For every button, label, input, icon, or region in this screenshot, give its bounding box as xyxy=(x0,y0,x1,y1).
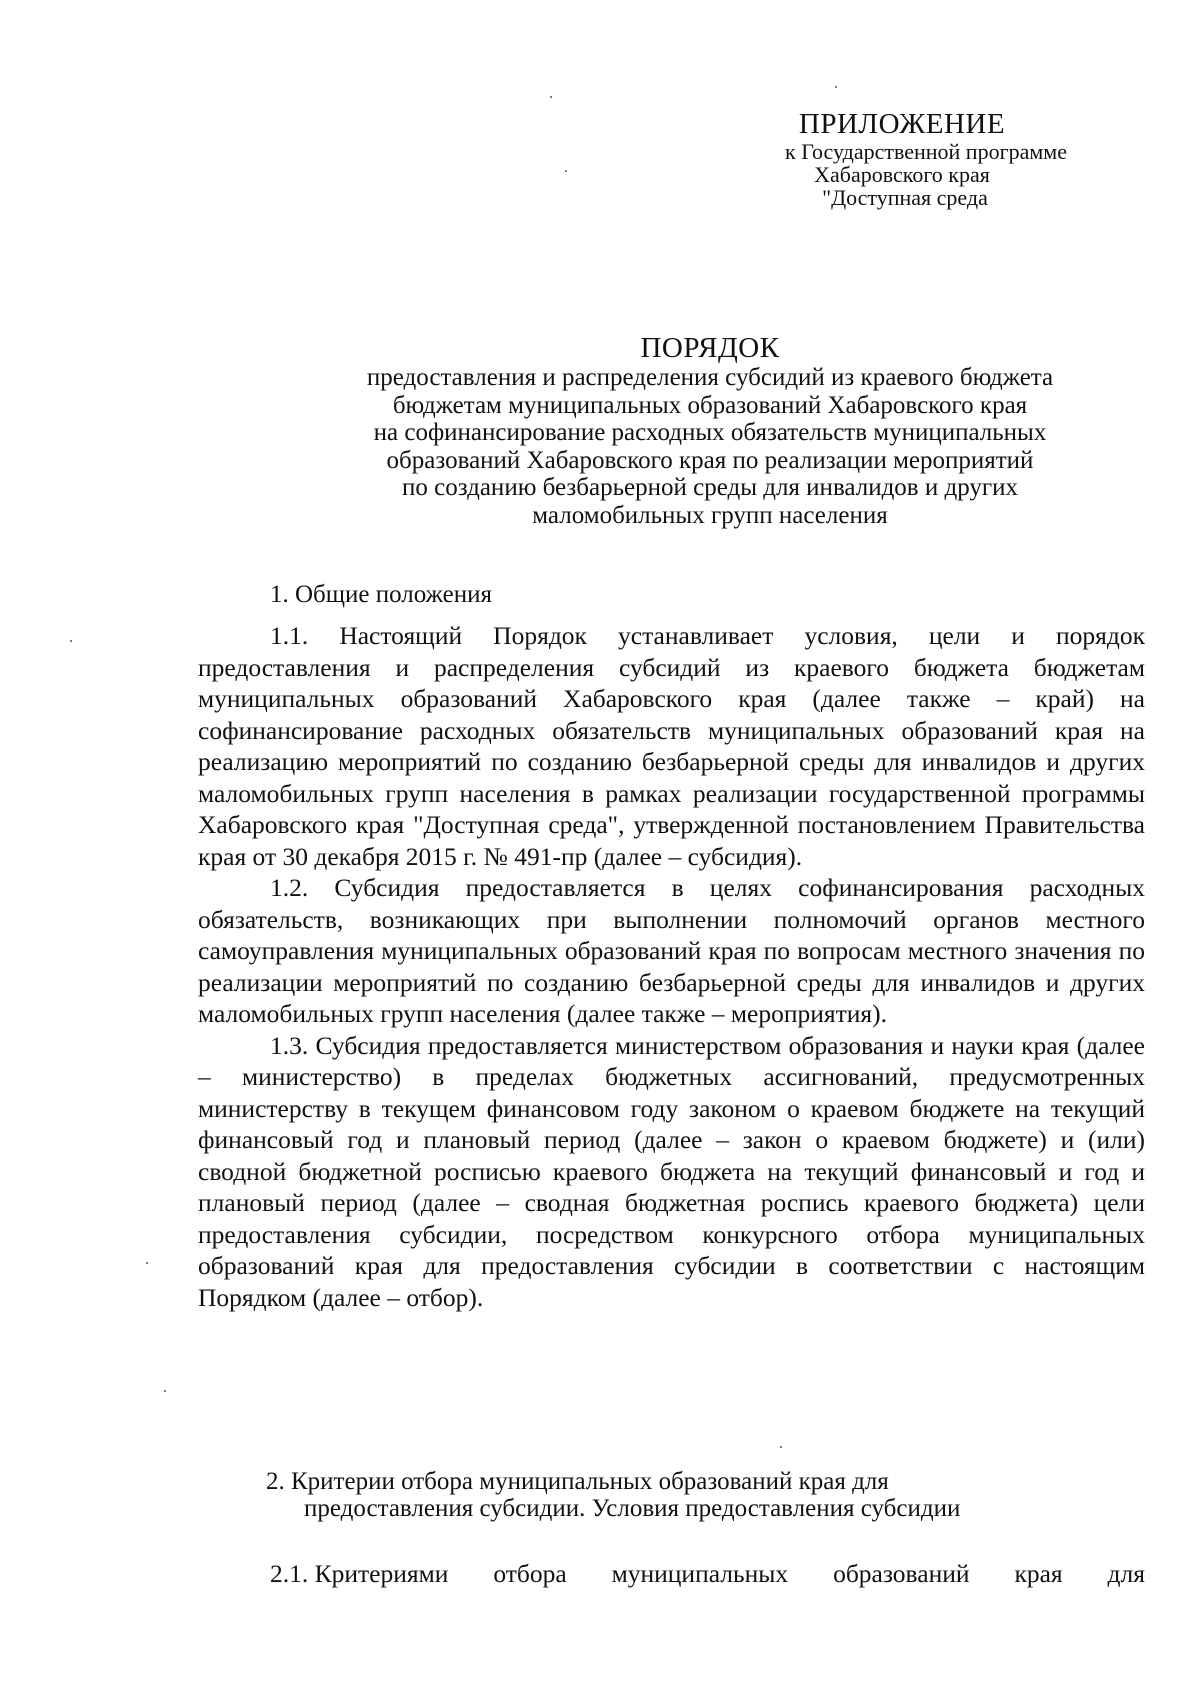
document-subtitle-line: маломобильных групп населения xyxy=(532,501,888,529)
paragraph-1-2: 1.2. Субсидия предоставляется в целях софинансирования расходных обязательств, возникающих при выполнении полномочий органов местного самоуправления муниципальных образований края по вопросам местного значения по реализации мероприятий по созданию безбарьерной среды для инвалидов и других маломобильных групп населения (далее также – мероприятия). xyxy=(198,873,1145,1028)
document-subtitle-line: бюджетам муниципальных образований Хабаровского края xyxy=(392,391,1028,419)
paragraph-1-3: 1.3. Субсидия предоставляется министерством образования и науки края (далее – министерство) в пределах бюджетных ассигнований, предусмотренных министерству в текущем финансовом году законом о краевом бюджете на текущий финансовый год и плановый период (далее – закон о краевом бюджете) и (или) сводной бюджетной росписью краевого бюджета на текущий финансовый и год и плановый период (далее – сводная бюджетная роспись краевого бюджета) цели предоставления субсидии, посредством конкурсного отбора муниципальных образований края для предоставления субсидии в соответствии с настоящим Порядком (далее – отбор). xyxy=(198,1030,1145,1312)
scan-speck xyxy=(146,1262,148,1264)
paragraph-word: края xyxy=(1014,1559,1063,1588)
appendix-line: Хабаровского края xyxy=(814,162,990,187)
document-subtitle-line: предоставления и распределения субсидий из краевого бюджета xyxy=(366,364,1054,391)
section-2-heading xyxy=(266,1468,1086,1522)
scan-speck xyxy=(70,640,72,642)
section-1-body xyxy=(198,620,1145,1313)
section-2-heading-line: 2. Критерии отбора муниципальных образований края для xyxy=(266,1468,889,1495)
scan-speck xyxy=(164,1390,166,1392)
scan-speck xyxy=(780,1446,782,1448)
appendix-line: "Доступная среда xyxy=(822,185,988,210)
paragraph-word: для xyxy=(1107,1559,1145,1588)
appendix-block xyxy=(662,108,1142,209)
document-subtitle-line: по созданию безбарьерной среды для инвалидов и других xyxy=(401,474,1019,501)
paragraph-2-1-first-line xyxy=(198,1558,1145,1590)
paragraph-word: отбора xyxy=(493,1559,567,1588)
paragraph-word: муниципальных xyxy=(611,1559,789,1588)
document-title-block xyxy=(280,332,1140,529)
appendix-line: к Государственной программе xyxy=(785,139,1067,164)
scan-speck xyxy=(565,170,567,172)
section-2-heading-line: предоставления субсидии. Условия предоставления субсидии xyxy=(304,1495,961,1522)
scan-speck xyxy=(550,96,552,98)
paragraph-word: образований xyxy=(833,1559,970,1588)
scan-speck xyxy=(835,86,837,88)
paragraph-word: 2.1. Критериями xyxy=(270,1559,449,1588)
section-1-heading: 1. Общие положения xyxy=(270,581,492,608)
appendix-heading: ПРИЛОЖЕНИЕ xyxy=(798,108,1006,140)
document-subtitle-line: образований Хабаровского края по реализации мероприятий xyxy=(386,446,1034,474)
document-title: ПОРЯДОК xyxy=(640,332,780,364)
paragraph-1-1: 1.1. Настоящий Порядок устанавливает условия, цели и порядок предоставления и распределения субсидий из краевого бюджета бюджетам муниципальных образований Хабаровского края (далее также – край) на софинансирование расходных обязательств муниципальных образований края на реализацию мероприятий по созданию безбарьерной среды для инвалидов и других маломобильных групп населения в рамках реализации государственной программы Хабаровского края "Доступная среда", утвержденной постановлением Правительства края от 30 декабря 2015 г. № 491-пр (далее – субсидия). xyxy=(198,621,1145,871)
document-subtitle-line: на софинансирование расходных обязательств муниципальных xyxy=(373,419,1047,446)
